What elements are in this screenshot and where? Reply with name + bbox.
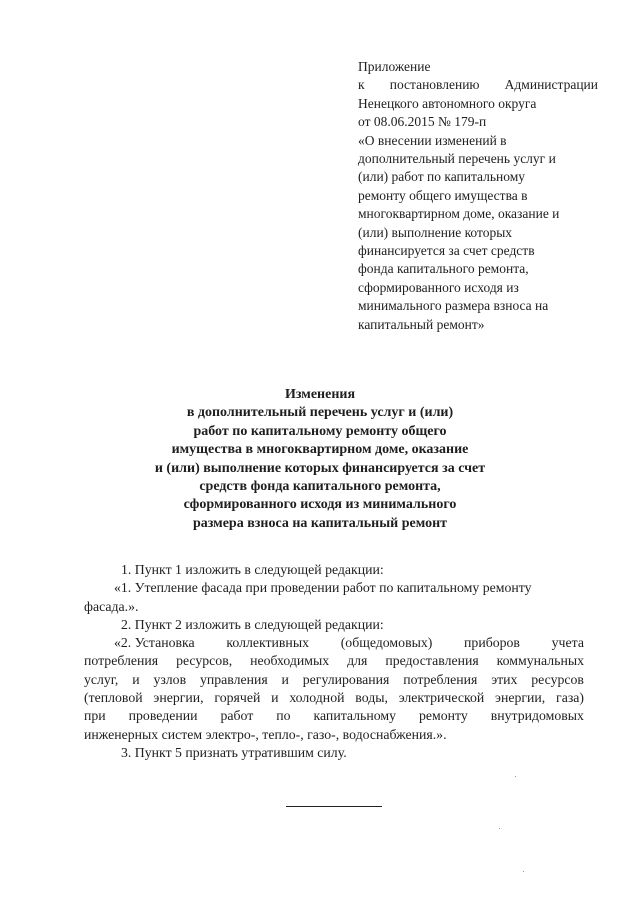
item-2-text-line bbox=[84, 689, 584, 707]
item-1-title: 1. Пункт 1 изложить в следующей редакции: bbox=[121, 562, 384, 577]
word: учета bbox=[551, 635, 584, 651]
word: ресурсов bbox=[531, 671, 584, 687]
title-line: сформированного исходя из минимального bbox=[183, 497, 457, 513]
word: приборов bbox=[464, 635, 520, 651]
annex-line: (или) работ по капитальному bbox=[358, 169, 526, 185]
annex-line: «О внесении изменений в bbox=[358, 132, 507, 148]
word: необходимых bbox=[250, 653, 330, 669]
item-2-text-line bbox=[84, 634, 584, 652]
annex-line: дополнительный перечень услуг и bbox=[358, 151, 556, 167]
item-1-text-cont: фасада.». bbox=[84, 598, 139, 614]
item-2-text-line-last: инженерных систем электро-, тепло-, газо-, водоснабжения.». bbox=[84, 726, 447, 742]
annex-line: Ненецкого автономного округа bbox=[358, 95, 537, 111]
word: электрической bbox=[398, 690, 485, 706]
word: коммунальных bbox=[496, 653, 584, 669]
closing-rule bbox=[286, 806, 382, 807]
word: «2. Установка bbox=[114, 635, 195, 651]
word: энергии, bbox=[495, 690, 546, 706]
annex-block bbox=[358, 58, 598, 334]
word: (тепловой bbox=[84, 690, 143, 706]
annex-line: от 08.06.2015 № 179-п bbox=[358, 114, 487, 130]
word: для bbox=[347, 653, 368, 669]
word: потребления bbox=[403, 671, 478, 687]
word: узлов bbox=[153, 671, 187, 687]
word: внутридомовых bbox=[490, 708, 584, 724]
word: воды, bbox=[355, 690, 388, 706]
word: при bbox=[84, 708, 106, 724]
annex-line: многоквартирном доме, оказание и bbox=[358, 206, 560, 222]
title-line: имущества в многоквартирном доме, оказание bbox=[171, 442, 469, 458]
word: и bbox=[271, 690, 279, 706]
item-2-text-line bbox=[84, 652, 584, 670]
word: капитальному bbox=[313, 708, 396, 724]
word: услуг, bbox=[84, 671, 119, 687]
word: и bbox=[132, 671, 140, 687]
item-2-title: 2. Пункт 2 изложить в следующей редакции: bbox=[121, 616, 384, 632]
word: энергии, bbox=[153, 690, 204, 706]
item-3-title: 3. Пункт 5 признать утратившим силу. bbox=[121, 744, 347, 760]
title-line: Изменения bbox=[284, 387, 356, 402]
title-line: размера взноса на капитальный ремонт bbox=[192, 515, 448, 531]
annex-line: капитальный ремонт» bbox=[358, 316, 485, 332]
word: этих bbox=[491, 671, 518, 687]
word: работ bbox=[220, 708, 254, 724]
word: холодной bbox=[289, 690, 345, 706]
item-2-text-line bbox=[84, 707, 584, 725]
scan-speck bbox=[499, 828, 500, 829]
document-title bbox=[100, 386, 540, 533]
annex-line: ремонту общего имущества в bbox=[358, 187, 528, 203]
word: управления bbox=[199, 671, 268, 687]
word: газа) bbox=[556, 690, 584, 706]
title-line: средств фонда капитального ремонта, bbox=[199, 479, 441, 495]
item-1-text: «1. Утепление фасада при проведении работ по капитальному ремонту bbox=[114, 580, 532, 596]
annex-line: финансируется за счет средств bbox=[358, 243, 535, 259]
annex-line: Приложение bbox=[358, 59, 431, 74]
word: горячей bbox=[214, 690, 261, 706]
annex-line: (или) выполнение которых bbox=[358, 224, 513, 240]
title-line: и (или) выполнение которых финансируется за счет bbox=[154, 460, 486, 476]
word: по bbox=[276, 708, 291, 724]
title-line: в дополнительный перечень услуг и (или) bbox=[186, 405, 454, 421]
scan-speck bbox=[523, 871, 524, 872]
word: ремонту bbox=[418, 708, 468, 724]
scan-speck bbox=[515, 776, 516, 777]
document-body bbox=[84, 561, 584, 762]
annex-line: фонда капитального ремонта, bbox=[358, 261, 529, 277]
word: предоставления bbox=[385, 653, 479, 669]
word: проведении bbox=[128, 708, 198, 724]
title-line: работ по капитальному ремонту общего bbox=[193, 423, 447, 439]
item-2-text-line bbox=[84, 671, 584, 689]
annex-line: к постановлению Администрации bbox=[358, 77, 598, 93]
word: потребления bbox=[84, 653, 159, 669]
annex-line: минимального размера взноса на bbox=[358, 298, 549, 314]
word: (общедомовых) bbox=[340, 635, 433, 651]
word: коллективных bbox=[226, 635, 309, 651]
word: ресурсов, bbox=[176, 653, 233, 669]
word: и bbox=[281, 671, 289, 687]
word: регулирования bbox=[302, 671, 390, 687]
annex-line: сформированного исходя из bbox=[358, 279, 519, 295]
